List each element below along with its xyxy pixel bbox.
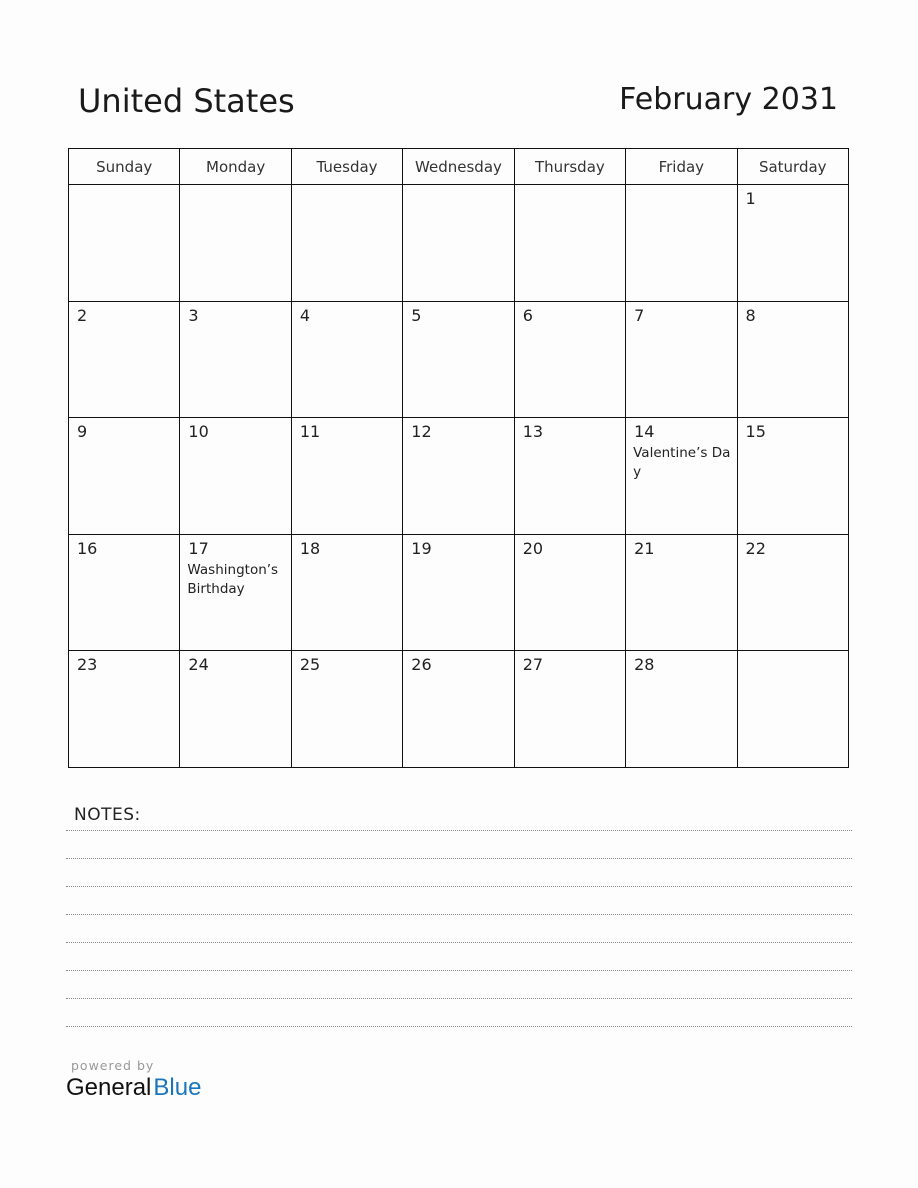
weekday-header-row	[69, 149, 849, 185]
weekday-tuesday: Tuesday	[291, 149, 402, 185]
note-line	[66, 942, 852, 943]
day-number: 22	[745, 538, 766, 558]
day-number: 10	[188, 422, 209, 442]
day-number: 19	[411, 538, 432, 558]
note-line	[66, 858, 852, 859]
day-cell	[180, 301, 291, 418]
holiday-label: Washington’s Birthday	[187, 561, 279, 597]
day-cell	[514, 534, 625, 651]
day-cell	[737, 301, 848, 418]
day-cell	[403, 534, 514, 651]
empty-day-cell	[291, 185, 402, 302]
week-row	[69, 301, 849, 418]
day-cell	[626, 301, 737, 418]
weekday-wednesday: Wednesday	[403, 149, 514, 185]
weekday-sunday: Sunday	[69, 149, 180, 185]
empty-day-cell	[514, 185, 625, 302]
calendar-grid	[68, 148, 849, 768]
day-number: 4	[299, 305, 311, 325]
note-line	[66, 970, 852, 971]
powered-by-text: powered by	[71, 1058, 155, 1073]
month-year-title: February 2031	[619, 82, 838, 117]
weekday-thursday: Thursday	[514, 149, 625, 185]
day-number: 8	[745, 305, 756, 325]
day-cell	[403, 418, 514, 535]
day-cell	[291, 651, 402, 768]
day-number: 13	[522, 422, 544, 442]
week-row	[69, 418, 849, 535]
weekday-saturday: Saturday	[737, 149, 848, 185]
day-cell	[291, 418, 402, 535]
week-row	[69, 651, 849, 768]
day-cell	[180, 651, 291, 768]
empty-day-cell	[626, 185, 737, 302]
day-cell	[514, 301, 625, 418]
day-number: 27	[522, 655, 544, 675]
day-number: 11	[299, 422, 321, 442]
day-number: 3	[188, 305, 199, 325]
day-cell	[737, 185, 848, 302]
note-line	[66, 886, 852, 887]
day-cell	[291, 301, 402, 418]
week-row	[69, 534, 849, 651]
day-cell	[626, 418, 737, 535]
day-number: 25	[299, 655, 321, 675]
day-cell	[403, 651, 514, 768]
day-number: 7	[634, 305, 645, 325]
day-cell	[626, 651, 737, 768]
day-number: 16	[77, 538, 98, 558]
day-cell	[626, 534, 737, 651]
day-number: 5	[411, 305, 422, 325]
empty-day-cell	[180, 185, 291, 302]
brand-general: General	[66, 1074, 152, 1101]
day-number: 15	[745, 422, 766, 442]
day-number: 18	[299, 538, 321, 558]
note-line	[66, 830, 852, 831]
note-line	[66, 998, 852, 999]
weekday-monday: Monday	[180, 149, 291, 185]
day-cell	[737, 418, 848, 535]
day-cell	[180, 534, 291, 651]
day-number: 26	[411, 655, 432, 675]
day-cell	[69, 301, 180, 418]
generalblue-logo	[66, 1074, 201, 1102]
weekday-friday: Friday	[626, 149, 737, 185]
empty-day-cell	[737, 651, 848, 768]
empty-day-cell	[69, 185, 180, 302]
country-title: United States	[78, 82, 295, 120]
day-number: 20	[522, 538, 544, 558]
day-cell	[403, 301, 514, 418]
day-cell	[69, 418, 180, 535]
day-number: 21	[634, 538, 655, 558]
day-number: 9	[77, 422, 88, 442]
day-number: 2	[77, 305, 88, 325]
day-cell	[291, 534, 402, 651]
day-number: 23	[77, 655, 98, 675]
week-row	[69, 185, 849, 302]
day-number: 17	[188, 538, 209, 558]
day-cell	[514, 651, 625, 768]
empty-day-cell	[403, 185, 514, 302]
holiday-label: Valentine’s Day	[633, 445, 731, 481]
day-cell	[69, 651, 180, 768]
day-cell	[69, 534, 180, 651]
day-number: 12	[411, 422, 432, 442]
day-number: 6	[522, 305, 533, 325]
brand-blue: Blue	[153, 1074, 202, 1101]
day-number: 1	[745, 189, 756, 208]
note-line	[66, 914, 852, 915]
day-number: 28	[634, 655, 655, 675]
note-line	[66, 1026, 852, 1027]
day-cell	[514, 418, 625, 535]
day-number: 14	[634, 422, 655, 442]
day-cell	[180, 418, 291, 535]
day-cell	[737, 534, 848, 651]
day-number: 24	[188, 655, 209, 675]
notes-label: NOTES:	[74, 805, 141, 825]
